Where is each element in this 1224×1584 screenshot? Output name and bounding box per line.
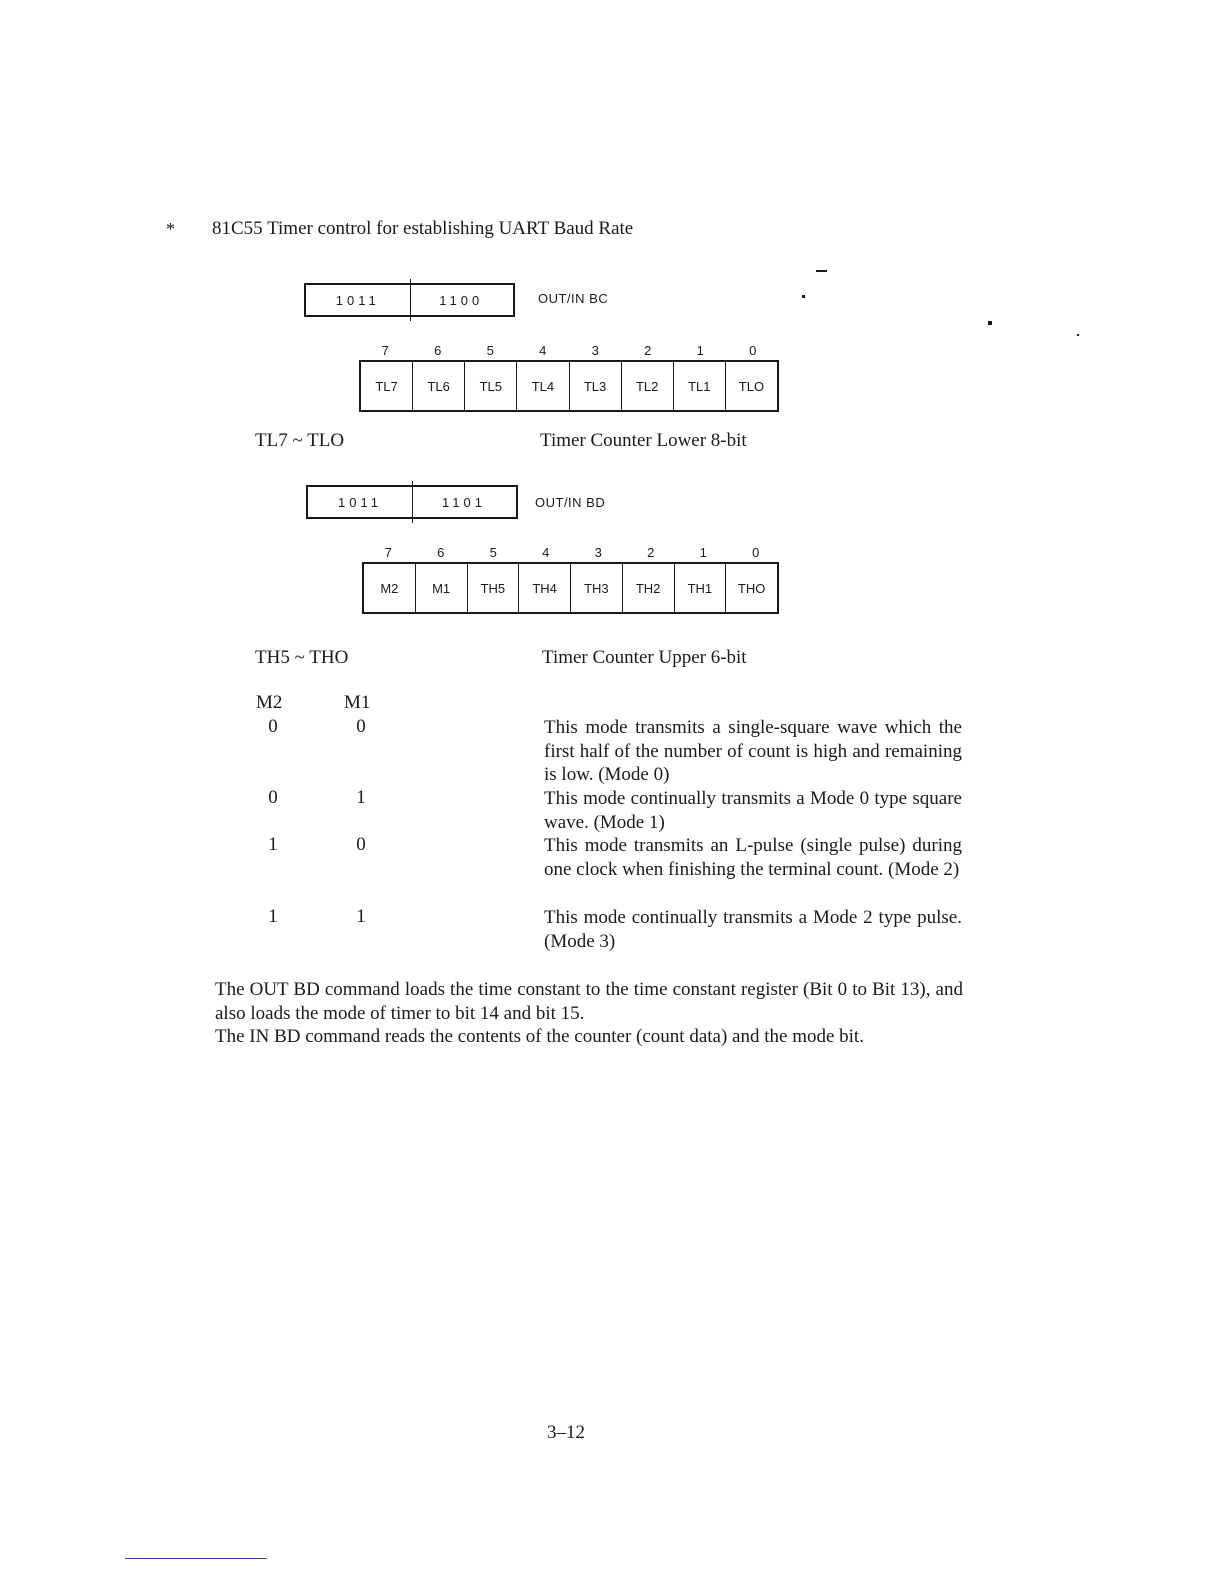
- bit-cell-th1: TH1: [675, 564, 727, 612]
- description-low: Timer Counter Lower 8-bit: [540, 430, 747, 451]
- bit-cell-th0: THO: [737, 580, 766, 596]
- address-low-nibble: 1100: [439, 292, 484, 308]
- bit-cell-m2: M2: [364, 564, 416, 612]
- address-high-nibble: 1011: [335, 292, 380, 308]
- mode-m1-value: 1: [356, 906, 366, 927]
- mode-header-m2: M2: [256, 692, 283, 713]
- out-bd-paragraph: The OUT BD command loads the time constant to the time constant register (Bit 0 to Bit 13), and also loads the mode of timer to bit 14 and bit 15.: [215, 979, 963, 1024]
- bit-cell-tl7: TL7: [361, 362, 413, 410]
- register-bc: [359, 360, 779, 412]
- bit-number: 1: [696, 343, 704, 358]
- bit-cell-tl5: TL5: [465, 362, 517, 410]
- address-box-bd: [306, 485, 518, 519]
- page-number: 3–12: [547, 1422, 585, 1443]
- bit-number: 3: [594, 545, 602, 560]
- scan-speck: [802, 295, 805, 298]
- bit-cell-tl6: TL6: [413, 362, 465, 410]
- range-label-high: TH5 ~ THO: [255, 647, 349, 668]
- port-label-bd: OUT/IN BD: [535, 495, 606, 510]
- description-high: Timer Counter Upper 6-bit: [542, 647, 747, 668]
- mode-0-description: This mode transmits a single-square wave which the first half of the number of count is high and remaining is low. (Mode 0): [544, 717, 962, 785]
- bit-number: 2: [647, 545, 655, 560]
- bit-cell-tl0: TLO: [738, 378, 765, 394]
- address-high-nibble: 1011: [338, 494, 382, 510]
- scan-speck: [1077, 334, 1079, 336]
- mode-m2-value: 0: [268, 716, 278, 737]
- mode-1-description: This mode continually transmits a Mode 0 type square wave. (Mode 1): [544, 788, 962, 833]
- mode-m2-value: 0: [268, 787, 278, 808]
- mode-m2-value: 1: [268, 906, 278, 927]
- address-box-bc: [304, 283, 515, 317]
- bit-number: 6: [434, 343, 442, 358]
- bit-cell-tl4: TL4: [517, 362, 569, 410]
- bullet-asterisk: *: [166, 219, 175, 239]
- port-label-bc: OUT/IN BC: [538, 291, 609, 306]
- bit-number: 6: [437, 545, 445, 560]
- bit-cell-th3: TH3: [571, 564, 623, 612]
- bit-number: 0: [752, 545, 760, 560]
- bit-cell-tl2: TL2: [622, 362, 674, 410]
- section-title: 81C55 Timer control for establishing UART Baud Rate: [212, 218, 634, 239]
- register-bd: [362, 562, 779, 614]
- mode-2-description: This mode transmits an L-pulse (single pulse) during one clock when finishing the terminal count. (Mode 2): [544, 835, 962, 880]
- bit-number: 1: [699, 545, 707, 560]
- bit-number: 3: [591, 343, 599, 358]
- bit-cell-m1: M1: [416, 564, 468, 612]
- bit-number: 7: [384, 545, 392, 560]
- address-divider: [412, 481, 413, 523]
- bit-cell-th5: TH5: [468, 564, 520, 612]
- bit-number: 4: [539, 343, 547, 358]
- bit-cell-th4: TH4: [519, 564, 571, 612]
- mode-header-m1: M1: [344, 692, 371, 713]
- bit-numbers-low: [359, 343, 779, 358]
- mode-m1-value: 0: [356, 716, 366, 737]
- bit-number: 7: [381, 343, 389, 358]
- in-bd-paragraph: The IN BD command reads the contents of the counter (count data) and the mode bit.: [215, 1026, 864, 1047]
- address-divider: [410, 279, 411, 321]
- bit-number: 2: [644, 343, 652, 358]
- bit-number: 0: [749, 343, 757, 358]
- bit-number: 5: [489, 545, 497, 560]
- mode-3-description: This mode continually transmits a Mode 2 type pulse. (Mode 3): [544, 907, 962, 952]
- scan-speck: [988, 321, 992, 325]
- scan-speck: [816, 270, 827, 272]
- mode-m2-value: 1: [268, 834, 278, 855]
- bit-numbers-high: [362, 545, 782, 560]
- mode-m1-value: 0: [356, 834, 366, 855]
- address-low-nibble: 1101: [442, 494, 486, 510]
- footer-rule: [125, 1558, 267, 1559]
- bit-cell-th2: TH2: [623, 564, 675, 612]
- bit-number: 5: [486, 343, 494, 358]
- range-label-low: TL7 ~ TLO: [255, 430, 345, 451]
- bit-number: 4: [542, 545, 550, 560]
- bit-cell-tl1: TL1: [674, 362, 726, 410]
- bit-cell-tl3: TL3: [570, 362, 622, 410]
- mode-m1-value: 1: [356, 787, 366, 808]
